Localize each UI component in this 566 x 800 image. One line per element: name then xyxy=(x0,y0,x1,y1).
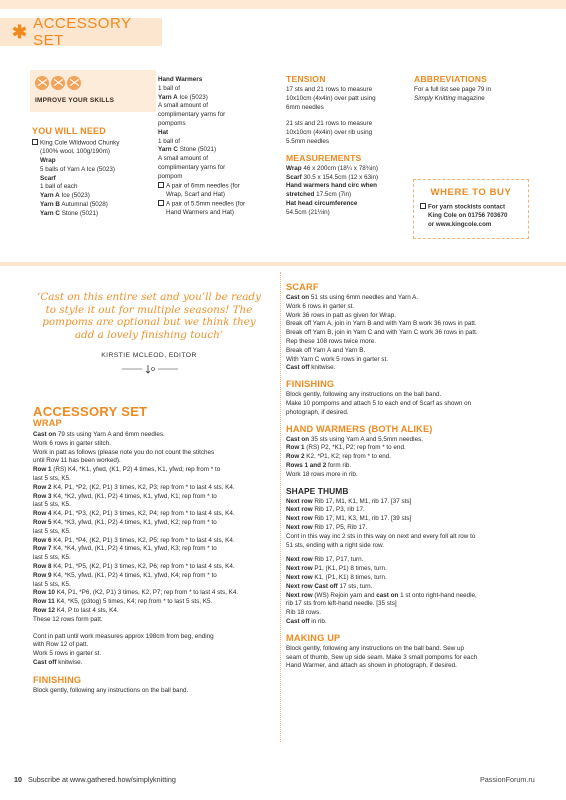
text-line: Hand Warmer, and attach as shown in photograph, if desired. xyxy=(286,662,457,670)
text-line: last 5 sts, K5. xyxy=(33,527,71,535)
text-line: Break off Yarn B, join in Yarn C and with Yarn C work 36 rows in patt. xyxy=(286,329,478,337)
text-line: last 5 sts, K5. xyxy=(33,501,71,509)
text-line: complimentary yarns for xyxy=(158,111,226,119)
need-yarn-b: Yarn B Autumnal (5028) xyxy=(40,201,108,209)
measure-scarf: Scarf 30.5 x 154.5cm (12 x 63in) xyxy=(286,173,379,181)
text-line: Row 1 (RS) P2, *K1, P2; rep from * to end. xyxy=(286,444,406,452)
you-will-need xyxy=(32,126,160,219)
shape-thumb-heading: SHAPE THUMB xyxy=(286,485,349,496)
checkbox-icon xyxy=(32,139,38,145)
top-strip xyxy=(0,0,566,9)
editor-quote: ‘Cast on this entire set and you’ll be ready to style it out for multiple seasons! The pompoms are optional but we think they add a lovely finishing touch’ xyxy=(37,291,261,341)
row-11: Row 11 K4, *K5, (p3tog) 5 times, K4; rep from * to last 5 sts, K5. xyxy=(33,598,213,606)
row-10: Row 10 K4, P1, *P6, (K2, P1) 3 times, K2, P7; rep from * to last 4 sts, K4. xyxy=(33,589,239,597)
abbreviations-title: ABBREVIATIONS xyxy=(414,74,488,84)
need-scarf-qty: 1 ball of each xyxy=(40,183,78,191)
text-line: Cast off knitwise. xyxy=(33,658,83,666)
text-line: Wrap, Scarf and Hat) xyxy=(166,190,226,198)
checkbox-icon xyxy=(158,200,164,206)
text-line: Work 6 rows in garter st. xyxy=(286,302,355,310)
text-line: Block gently, following any instructions on the ball band. xyxy=(33,686,189,694)
text-line: With Yarn C work 5 rows in garter st. xyxy=(286,355,388,363)
abbreviations-section xyxy=(414,74,544,104)
text-line: 51 sts, ending with a right side row. xyxy=(286,541,385,549)
text-line: Next row Rib 17, M1, K3, M1, rib 17. [39 sts] xyxy=(286,515,412,523)
text-line: Yarn A Ice (5023) xyxy=(158,93,208,101)
skill-yarn-balls xyxy=(35,76,81,90)
yarn-ball-icon xyxy=(51,76,65,90)
text-line: A small amount of xyxy=(158,155,209,163)
text-line: Cont in this way inc 2 sts in this way on next and every foll alt row to xyxy=(286,532,476,540)
text-line: Work 5 rows in garter st. xyxy=(33,650,102,658)
text-line: These 12 rows form patt. xyxy=(33,615,103,623)
text-line: Work in patt as follows (please note you do not count the stitches xyxy=(33,448,215,456)
text-line: last 5 sts, K5. xyxy=(33,554,71,562)
buy-line: For yarn stockists contact xyxy=(420,203,526,212)
need-yarn-c: Yarn C Stone (5021) xyxy=(40,209,99,217)
scarf-pattern xyxy=(286,282,546,671)
row-4: Row 4 K4, P1, *P3, (K2, P1) 3 times, K2, P4; rep from * to last 4 sts, K4. xyxy=(33,510,235,518)
need-wrap-qty: 5 balls of Yarn A Ice (5023) xyxy=(40,165,116,173)
skill-label: IMPROVE YOUR SKILLS xyxy=(35,97,115,104)
text-line: 10x10cm (4x4in) over rib using xyxy=(286,129,373,137)
text-line: Break off Yarn A, join in Yarn B and with Yarn B work 36 rows in patt. xyxy=(286,320,477,328)
buy-line: or www.kingcole.com xyxy=(428,220,492,228)
text-line: seam of thumb. Sew up side seam. Make 3 small pompoms for each xyxy=(286,653,478,661)
text-line: Next row P1, (K1, P1) 8 times, turn. xyxy=(286,565,387,573)
yarn-ball-icon xyxy=(35,76,49,90)
wrap-heading: WRAP xyxy=(33,418,62,428)
text-line: last 5 sts, K5. xyxy=(33,580,71,588)
text-line: pompom xyxy=(158,172,183,180)
text-line: with Row 12 of patt. xyxy=(33,641,89,649)
text-line: Block gently, following any instructions on the ball band. xyxy=(286,391,442,399)
tension-title: TENSION xyxy=(286,74,326,84)
wrap-pattern xyxy=(33,405,277,696)
header-tab xyxy=(0,15,162,49)
text-line: For a full list see page 79 in xyxy=(414,86,492,93)
text-line: Rep these 108 rows twice more. xyxy=(286,337,376,345)
text-line: Next row K1, (P1, K1) 8 times, turn. xyxy=(286,573,387,581)
text-line: Row 2 K2, *P1, K2; rep from * to end. xyxy=(286,453,391,461)
text-line: Rib 18 rows. xyxy=(286,609,321,617)
text-line: photograph, if desired. xyxy=(286,408,349,416)
text-line: Work 36 rows in patt as given for Wrap. xyxy=(286,311,397,319)
text-line: Make 10 pompoms and attach 5 to each end of Scarf as shown on xyxy=(286,399,472,407)
page-number: 10 xyxy=(14,775,22,784)
measure-hat-label: Hat head circumference xyxy=(286,199,358,207)
text-line: Work 18 rows more in rib. xyxy=(286,470,358,478)
measure-wrap: Wrap 46 x 200cm (18¼ x 78¾in) xyxy=(286,164,378,172)
text-line: rib 17 sts from left-hand needle. [35 sts] xyxy=(286,600,397,608)
measure-hw: stretched 17.5cm (7in) xyxy=(286,191,352,199)
text-line: Next row Rib 17, P17, turn. xyxy=(286,556,364,564)
text-line: 10x10cm (4x4in) over patt using xyxy=(286,94,376,102)
need-yarn-a: Yarn A Ice (5023) xyxy=(40,192,90,200)
measure-hat: 54.5cm (21½in) xyxy=(286,208,330,216)
text-line: Next row (WS) Rejoin yarn and cast on 1 st onto right-hand needle, xyxy=(286,591,477,599)
text-line: 1 ball of xyxy=(158,137,181,145)
need-needles-55mm: A pair of 5.5mm needles (for xyxy=(158,200,276,209)
you-will-need-cont xyxy=(158,76,276,218)
need-hat-heading: Hat xyxy=(158,128,169,136)
buy-line: King Cole on 01756 703670 xyxy=(428,212,508,220)
text-line: until Row 11 has been worked). xyxy=(33,457,121,465)
checkbox-icon xyxy=(158,182,164,188)
row-3: Row 3 K4, *K2, yfwd, (K1, P2) 4 times, K1, yfwd, K1; rep from * to xyxy=(33,492,217,500)
row-6: Row 6 K4, P1, *P4, (K2, P1) 3 times, K2, P5; rep from * to last 4 sts, K4. xyxy=(33,536,235,544)
text-line: last 5 sts, K5. xyxy=(33,474,71,482)
hand-warmers-heading: HAND WARMERS (BOTH ALIKE) xyxy=(286,423,433,434)
skill-level-box xyxy=(30,70,156,112)
text-line: Hand Warmers and Hat) xyxy=(166,208,235,216)
where-to-buy-title: WHERE TO BUY xyxy=(430,187,512,198)
row-1: Row 1 (RS) K4, *K1, yfwd, (K1, P2) 4 times, K1, yfwd; rep from * to xyxy=(33,466,221,474)
text-line: complimentary yarns for xyxy=(158,163,226,171)
row-5: Row 5 K4, *K3, yfwd, (K1, P2) 4 times, K1, yfwd, K2; rep from * to xyxy=(33,518,217,526)
text-line: Block gently, following any instructions on the ball band. Sew up xyxy=(286,644,465,652)
accessory-set-heading: ACCESSORY SET xyxy=(33,404,148,419)
need-item-yarn: King Cole Wildwood Chunky xyxy=(32,139,160,148)
row-7: Row 7 K4, *K4, yfwd, (K1, P2) 4 times, K1, yfwd, K3; rep from * to xyxy=(33,545,217,553)
text-line: Cast on 51 sts using 6mm needles and Yarn A. xyxy=(286,294,419,301)
row-12: Row 12 K4, P to last 4 sts, K4. xyxy=(33,606,119,614)
watermark-site: PassionForum.ru xyxy=(480,775,535,784)
text-line: Break off Yarn A and Yarn B. xyxy=(286,346,366,354)
text-line: Cont in patt until work measures approx 198cm from beg, ending xyxy=(33,632,214,640)
need-needles-6mm: A pair of 6mm needles (for xyxy=(158,182,276,191)
footer xyxy=(14,775,176,784)
text-line: 5.5mm needles xyxy=(286,137,330,145)
need-scarf-heading: Scarf xyxy=(40,174,56,182)
scarf-finishing-heading: FINISHING xyxy=(286,379,335,390)
row-8: Row 8 K4, P1, *P5, (K2, P1) 3 times, K2, P6; rep from * to last 4 sts, K4. xyxy=(33,562,235,570)
text-line: Simply Knitting magazine xyxy=(414,94,485,102)
checkbox-icon xyxy=(420,203,426,209)
measurements-title: MEASUREMENTS xyxy=(286,152,362,163)
scarf-heading: SCARF xyxy=(286,282,319,292)
text-line: Cast on 79 sts using Yarn A and 6mm needles. xyxy=(33,431,165,438)
text-line: Yarn C Stone (5021) xyxy=(158,146,217,154)
row-9: Row 9 K4, *K5, yfwd, (K1, P2) 4 times, K1, yfwd, K4; rep from * to xyxy=(33,571,217,579)
tension-section xyxy=(286,74,406,218)
text-line: Rows 1 and 2 form rib. xyxy=(286,461,352,469)
where-to-buy-box xyxy=(413,179,529,239)
text-line: Next row Rib 17, M1, K1, M1, rib 17. [37 sts] xyxy=(286,497,412,505)
flourish-icon xyxy=(120,363,180,375)
text-line: Cast off knitwise. xyxy=(286,364,336,372)
text-line: Cast on 35 sts using Yarn A and 5.5mm needles. xyxy=(286,435,423,443)
where-to-buy-text xyxy=(420,203,526,229)
text-line: Next row Rib 17, P5, Rib 17. xyxy=(286,523,368,531)
section-divider xyxy=(0,262,566,266)
text-line: Work 6 rows in garter stitch. xyxy=(33,439,111,447)
measure-hw-label: Hand warmers hand circ when xyxy=(286,182,377,190)
text-line: pompoms xyxy=(158,119,186,127)
text-line: 6mm needles xyxy=(286,103,324,111)
yarn-ball-icon xyxy=(67,76,81,90)
page-title: ACCESSORY SET xyxy=(33,15,132,49)
text-line: Next row Rib 17, P3, rib 17. xyxy=(286,506,365,514)
wrap-finishing-heading: FINISHING xyxy=(33,674,82,685)
text-line: 17 sts and 21 rows to measure xyxy=(286,86,373,93)
need-hw-heading: Hand Warmers xyxy=(158,76,203,83)
text-line: A small amount of xyxy=(158,102,209,110)
text-line: Next row Cast off 17 sts, turn. xyxy=(286,582,373,590)
subscribe-link[interactable]: Subscribe at www.gathered.how/simplyknitting xyxy=(28,775,176,784)
yarn-spec: (100% wool, 100g/190m) xyxy=(40,148,111,156)
quote-attribution: KIRSTIE MCLEOD, EDITOR xyxy=(101,352,197,359)
need-title: YOU WILL NEED xyxy=(32,126,106,136)
need-wrap-heading: Wrap xyxy=(40,157,56,165)
making-up-heading: MAKING UP xyxy=(286,632,341,643)
asterisk-icon: ✱ xyxy=(12,22,28,42)
text-line: Cast off in rib. xyxy=(286,617,327,625)
text-line: 21 sts and 21 rows to measure xyxy=(286,120,373,128)
column-divider xyxy=(280,272,281,742)
row-2: Row 2 K4, P1, *P2, (K2, P1) 3 times, K2, P3; rep from * to last 4 sts, K4. xyxy=(33,483,235,491)
text-line: 1 ball of xyxy=(158,84,181,92)
